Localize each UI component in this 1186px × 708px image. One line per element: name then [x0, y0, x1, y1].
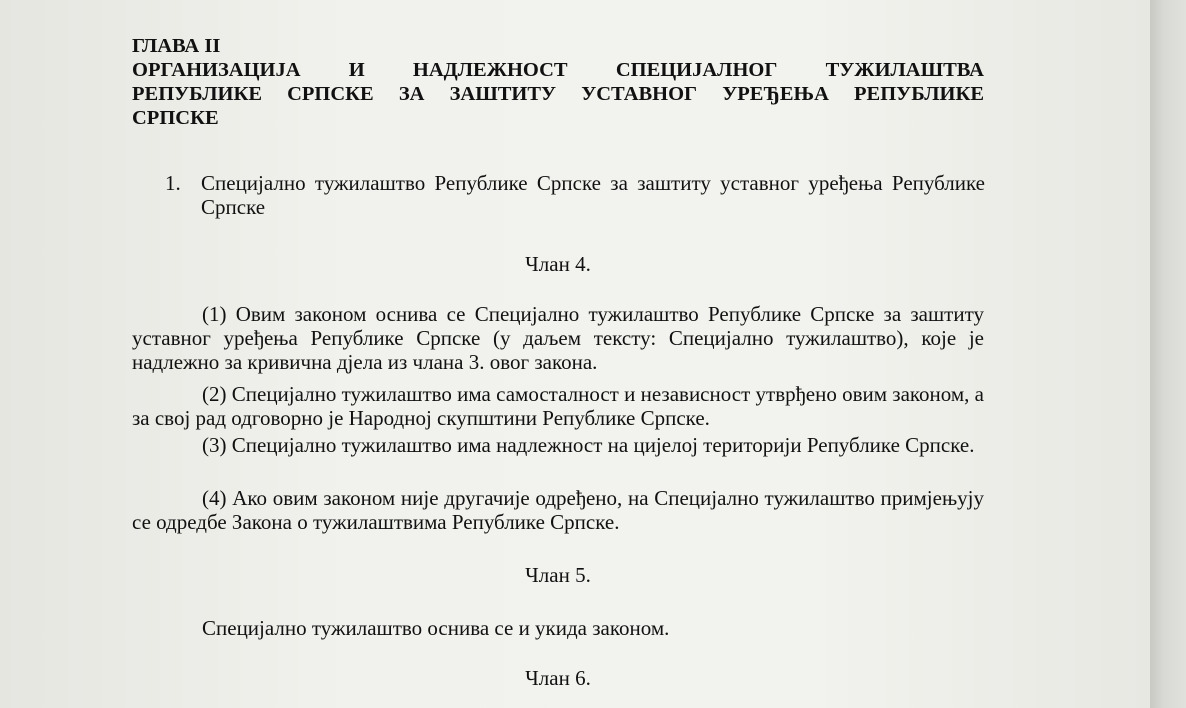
article-4-paragraph-1: [132, 302, 984, 374]
article-5-paragraph-1-text: Специјално тужилаштво оснива се и укида законом.: [202, 616, 670, 640]
article-4-paragraph-2: [132, 382, 984, 430]
article-4-title: Члан 4.: [525, 252, 591, 276]
article-4-paragraph-4: [132, 486, 984, 534]
article-5-title: Члан 5.: [525, 563, 591, 587]
chapter-heading: [132, 34, 984, 130]
article-4-paragraph-3: [132, 433, 984, 457]
chapter-number: ГЛАВА II: [132, 35, 221, 57]
article-4-paragraph-1-text: (1) Овим законом оснива се Специјално тужилаштво Републике Српске за заштиту уставног уређења Републике Српске (у даљем тексту: Специјално тужилаштво), које је надлежно за кривична дјела из члана 3. овог закона.: [132, 302, 984, 374]
chapter-title-line-2: РЕПУБЛИКЕ СРПСКЕ ЗА ЗАШТИТУ УСТАВНОГ УРЕЂЕЊА РЕПУБЛИКЕ: [132, 83, 984, 105]
article-4-paragraph-3-text: (3) Специјално тужилаштво има надлежност на цијелој територији Републике Српске.: [202, 433, 975, 457]
article-4-paragraph-4-text: (4) Ако овим законом није другачије одређено, на Специјално тужилаштво примјењују се одредбе Закона о тужилаштвима Републике Српске.: [132, 486, 984, 534]
chapter-title-line-1: ОРГАНИЗАЦИЈА И НАДЛЕЖНОСТ СПЕЦИЈАЛНОГ ТУЖИЛАШТВА: [132, 59, 984, 81]
article-5-paragraph-1: [132, 616, 984, 640]
section-title: Специјално тужилаштво Републике Српске за заштиту уставног уређења Републике Српске: [201, 171, 985, 219]
article-4-paragraph-2-text: (2) Специјално тужилаштво има самосталност и независност утврђено овим законом, а за свој рад одговорно је Народној скупштини Републике Српске.: [132, 382, 984, 430]
page-edge: [1150, 0, 1186, 708]
chapter-title-line-3: СРПСКЕ: [132, 107, 219, 129]
section-number: 1.: [165, 171, 181, 195]
article-6-title: Члан 6.: [525, 666, 591, 690]
